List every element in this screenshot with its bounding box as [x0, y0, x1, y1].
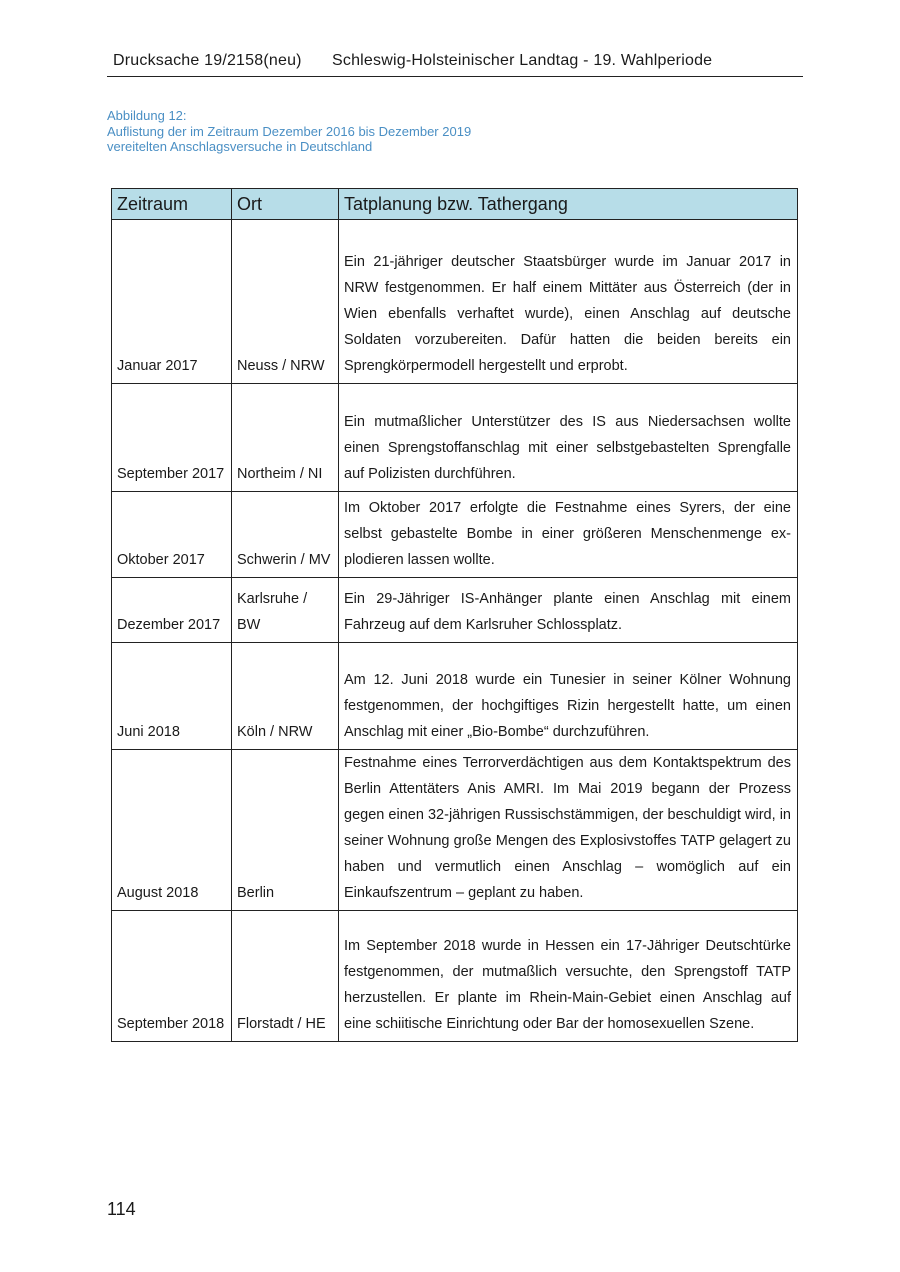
cell-period: September 2017 [112, 384, 232, 492]
page-header [107, 52, 803, 77]
table-row [112, 384, 798, 492]
page-number: 114 [107, 1199, 136, 1219]
table-row [112, 220, 798, 384]
cell-description: Festnahme eines Terrorverdächtigen aus dem Kontaktspektrum des Berlin Attentäters Anis AMRI. Im Mai 2019 begann der Prozess gegen einen 32-jährigen Russischstämmigen, der beschuldigt wird, in seiner Wohnung große Mengen des Explosivstoffes TATP gelagert zu haben und vermutlich einen Anschlag – womöglich auf ein Einkaufszentrum – geplant zu haben. [339, 750, 798, 911]
cell-period: Juni 2018 [112, 643, 232, 750]
cell-place: Karlsruhe / BW [232, 578, 339, 643]
table-row [112, 643, 798, 750]
caption-line-1: Abbildung 12: [107, 108, 187, 123]
cell-period: Oktober 2017 [112, 492, 232, 578]
cell-place: Florstadt / HE [232, 911, 339, 1042]
document-number: Drucksache 19/2158(neu) [113, 52, 302, 69]
cell-description: Am 12. Juni 2018 wurde ein Tunesier in seiner Kölner Wohnung festgenommen, der hochgiftiges Rizin hergestellt hatte, um einen Anschlag mit einer „Bio-Bombe“ durchzuführen. [339, 643, 798, 750]
header-description: Tatplanung bzw. Tathergang [339, 189, 798, 220]
parliament-title: Schleswig-Holsteinischer Landtag - 19. Wahlperiode [332, 52, 713, 69]
table-row [112, 492, 798, 578]
cell-place: Neuss / NRW [232, 220, 339, 384]
cell-period: Dezember 2017 [112, 578, 232, 643]
cell-place: Berlin [232, 750, 339, 911]
cell-place: Köln / NRW [232, 643, 339, 750]
table-row [112, 911, 798, 1042]
cell-description: Im Oktober 2017 erfolgte die Festnahme eines Syrers, der eine selbst gebastelte Bombe in einer größeren Menschenmenge explodieren lassen wollte. [339, 492, 798, 578]
cell-description: Ein mutmaßlicher Unterstützer des IS aus Niedersachsen wollte einen Sprengstoffanschlag mit einer selbstgebastelten Sprengfalle auf Polizisten durchführen. [339, 384, 798, 492]
cell-description: Ein 29-Jähriger IS-Anhänger plante einen Anschlag mit einem Fahrzeug auf dem Karlsruher Schlossplatz. [339, 578, 798, 643]
figure-caption [107, 108, 471, 155]
header-place: Ort [232, 189, 339, 220]
cell-period: Januar 2017 [112, 220, 232, 384]
attacks-table [111, 188, 798, 1042]
table-header-row [112, 189, 798, 220]
caption-line-3: vereitelten Anschlagsversuche in Deutschland [107, 139, 373, 154]
cell-place: Northeim / NI [232, 384, 339, 492]
table-row [112, 750, 798, 911]
table-row [112, 578, 798, 643]
header-period: Zeitraum [112, 189, 232, 220]
caption-line-2: Auflistung der im Zeitraum Dezember 2016 bis Dezember 2019 [107, 123, 472, 139]
cell-description: Im September 2018 wurde in Hessen ein 17-Jähriger Deutschtürke festgenommen, der mutmaßlich versuchte, den Sprengstoff TATP herzustellen. Er plante im Rhein-Main-Gebiet einen Anschlag auf eine schiitische Einrichtung oder Bar der homosexuellen Szene. [339, 911, 798, 1042]
cell-period: September 2018 [112, 911, 232, 1042]
cell-period: August 2018 [112, 750, 232, 911]
cell-place: Schwerin / MV [232, 492, 339, 578]
cell-description: Ein 21-jähriger deutscher Staatsbürger wurde im Januar 2017 in NRW festgenommen. Er half einem Mittäter aus Österreich (der in Wien ebenfalls verhaftet wurde), einen Anschlag auf deutsche Soldaten vorzubereiten. Dafür hatten die beiden bereits ein Sprengkörpermodell hergestellt und erprobt. [339, 220, 798, 384]
